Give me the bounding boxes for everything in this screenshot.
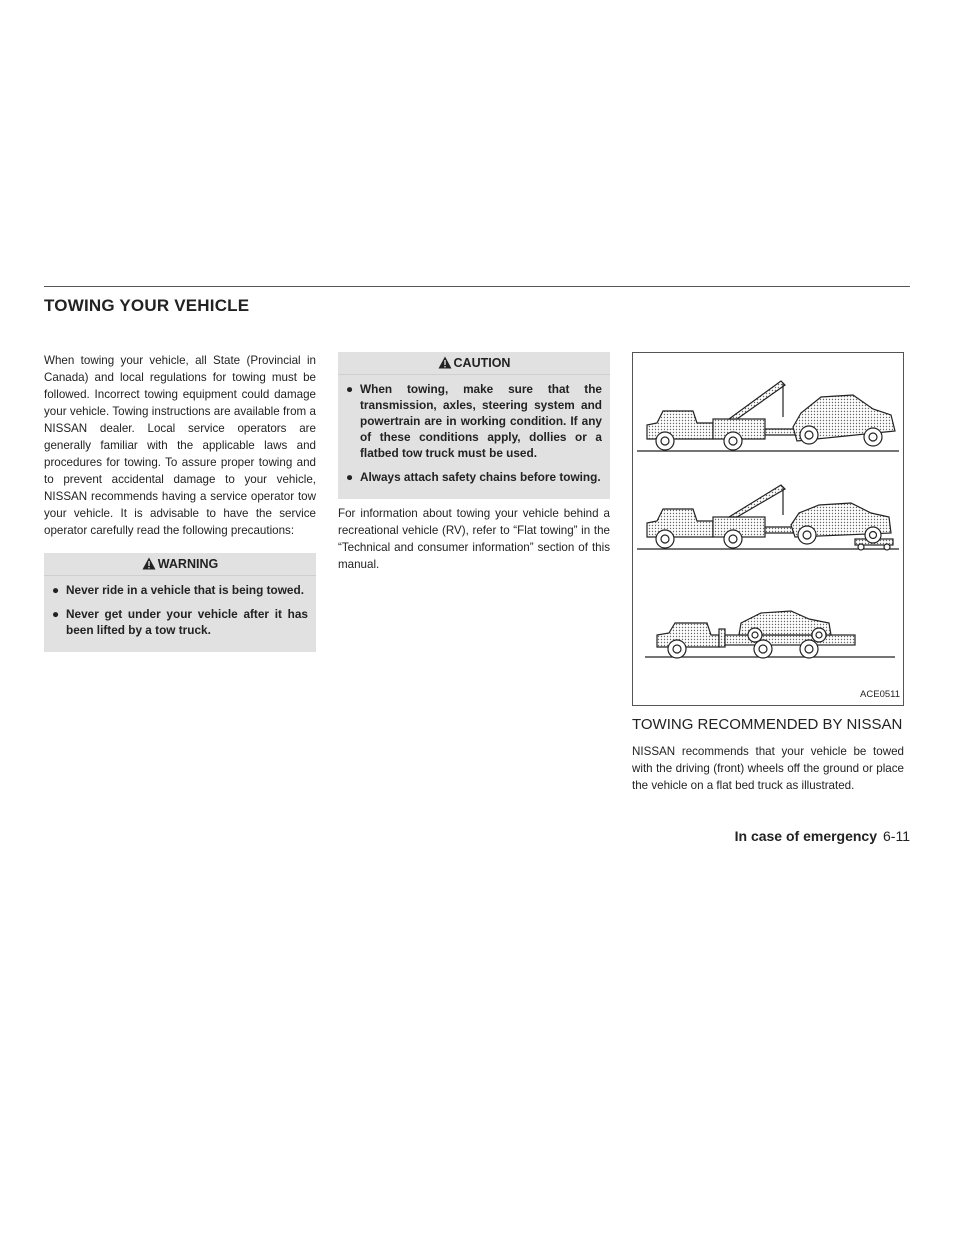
warning-item-text: Never ride in a vehicle that is being towed. bbox=[66, 583, 304, 597]
scene-flatbed bbox=[645, 611, 895, 658]
warning-title: WARNING bbox=[157, 557, 219, 571]
warning-item bbox=[52, 606, 308, 638]
figure-code: ACE0511 bbox=[860, 689, 900, 700]
page-footer bbox=[735, 828, 910, 844]
caution-icon bbox=[438, 356, 452, 369]
section-title: TOWING YOUR VEHICLE bbox=[44, 296, 250, 315]
bullet-icon: ● bbox=[346, 470, 354, 484]
warning-item bbox=[52, 582, 308, 598]
column-left bbox=[44, 352, 316, 652]
page-number: 6-11 bbox=[883, 828, 910, 844]
caution-item bbox=[346, 381, 602, 461]
warning-icon bbox=[142, 557, 156, 570]
scene-dolly bbox=[637, 485, 899, 550]
caution-item-text: When towing, make sure that the transmission, axles, steering system and powertrain are in working condition. If any of these conditions apply, dollies or a flatbed tow truck must be used. bbox=[360, 382, 602, 460]
warning-header bbox=[44, 553, 316, 576]
recommended-title: TOWING RECOMMENDED BY NISSAN bbox=[632, 716, 903, 733]
caution-header bbox=[338, 352, 610, 375]
caution-title: CAUTION bbox=[453, 356, 511, 370]
intro-paragraph: When towing your vehicle, all State (Provincial in Canada) and local regulations for towing must be followed. Incorrect towing equipment could damage your vehicle. Towing instructions are available from a NISSAN dealer. Local service operators are generally familiar with the applicable laws and procedures for towing. To assure proper towing and to prevent accidental damage to your vehicle, NISSAN recommends having a service operator tow your vehicle. It is advisable to have the service operator carefully read the following precautions: bbox=[44, 354, 316, 537]
recommended-paragraph: NISSAN recommends that your vehicle be towed with the driving (front) wheels off the ground or place the vehicle on a flat bed truck as illustrated. bbox=[632, 745, 904, 792]
caution-item bbox=[346, 469, 602, 485]
bullet-icon: ● bbox=[52, 607, 60, 621]
column-middle bbox=[338, 352, 610, 573]
caution-box bbox=[338, 352, 610, 499]
warning-item-text: Never get under your vehicle after it has been lifted by a tow truck. bbox=[66, 607, 308, 637]
bullet-icon: ● bbox=[346, 382, 354, 396]
scene-wheel-lift bbox=[637, 381, 899, 451]
towing-illustration bbox=[632, 352, 904, 706]
section-rule bbox=[44, 286, 910, 287]
column-right bbox=[632, 352, 904, 794]
tow-truck-illustration bbox=[633, 353, 903, 693]
footer-section: In case of emergency bbox=[734, 828, 878, 844]
warning-box bbox=[44, 553, 316, 652]
caution-item-text: Always attach safety chains before towing. bbox=[360, 470, 601, 484]
flat-towing-paragraph: For information about towing your vehicle behind a recreational vehicle (RV), refer to “Flat towing” in the “Technical and consumer information” section of this manual. bbox=[338, 507, 610, 571]
bullet-icon: ● bbox=[52, 583, 60, 597]
